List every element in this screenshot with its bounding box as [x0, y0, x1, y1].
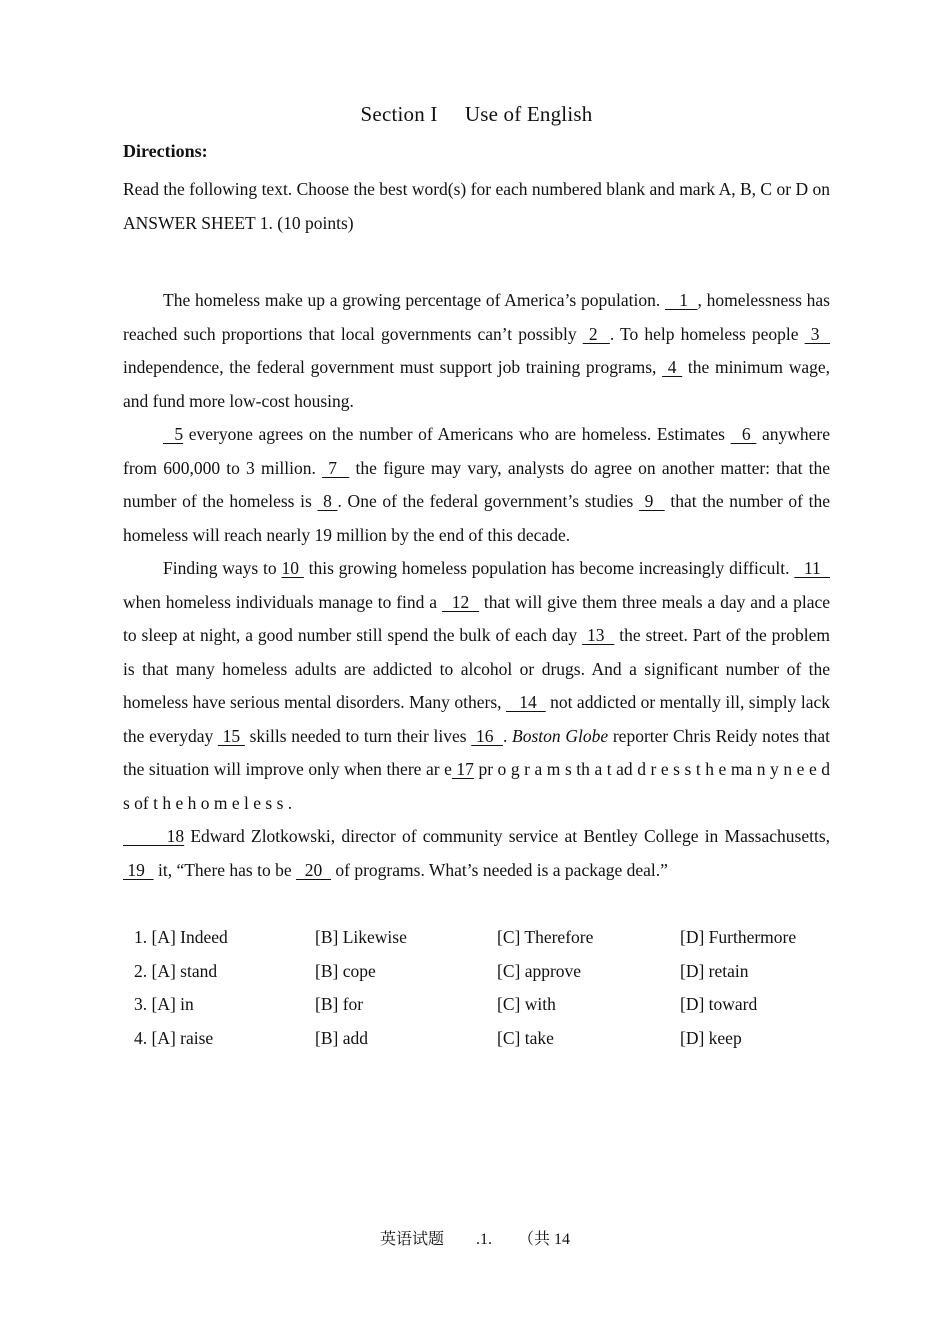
- passage-text: . One of the federal government’s studies: [337, 491, 640, 511]
- blank-1: 1: [664, 290, 698, 310]
- blank-10: 10: [281, 558, 304, 578]
- blank-7: 7: [322, 457, 350, 478]
- blank-20: 20: [296, 859, 332, 880]
- passage-text: Finding ways to: [163, 558, 282, 578]
- blank-9: 9: [639, 491, 665, 511]
- directions-text: Read the following text. Choose the best word(s) for each numbered blank and mark A, B, C or D on ANSWER SHEET 1. (10 points): [123, 179, 830, 233]
- option-cell: [D] keep: [680, 1027, 742, 1048]
- option-row: [134, 921, 830, 955]
- option-cell: [B] cope: [315, 960, 376, 981]
- passage-text: , homelessness has reached such proportions that local governments can’t possibly: [123, 290, 830, 344]
- option-cell: [B] add: [315, 1027, 368, 1048]
- passage-text: that will give them three meals a day and a place to sleep at night, a good number still spend the bulk of each day: [123, 591, 830, 645]
- passage-text: the street. Part of the problem is that many homeless adults are addicted to alcohol or drugs. And a significant number of the homeless have serious mental disorders. Many others,: [123, 625, 831, 712]
- section-title: Section I Use of English: [360, 102, 593, 126]
- blank-4: 4: [662, 357, 683, 377]
- option-cell: [B] for: [315, 994, 364, 1014]
- blank-12: 12: [441, 591, 479, 612]
- blank-14: 14: [505, 692, 546, 712]
- passage-text: everyone agrees on the number of Americans who are homeless. Estimates: [183, 424, 731, 444]
- passage-text: independence, the federal government must support job training programs,: [123, 357, 663, 377]
- passage-paragraph: [123, 820, 830, 887]
- page-footer: [0, 1226, 950, 1249]
- passage-text: The homeless make up a growing percentage of America’s population.: [163, 290, 665, 310]
- passage-text: this growing homeless population has become increasingly difficult.: [303, 558, 795, 578]
- blank-19: 19: [123, 859, 154, 880]
- blank-8: 8: [317, 491, 338, 511]
- directions-label: Directions:: [123, 141, 208, 161]
- option-cell: [B] Likewise: [315, 927, 407, 947]
- blank-16: 16: [471, 725, 503, 746]
- passage-text: the figure may vary, analysts do agree on another matter: that the number of the homeless is: [123, 457, 831, 511]
- blank-18: 18: [123, 826, 185, 846]
- blank-15: 15: [217, 725, 245, 746]
- option-cell: [C] Therefore: [497, 927, 594, 947]
- passage-text: when homeless individuals manage to find a: [123, 591, 442, 612]
- passage-text: it, “There has to be: [153, 859, 297, 880]
- passage-text: .: [502, 725, 513, 746]
- blank-11: 11: [794, 558, 830, 578]
- footer-page-number: .1.: [476, 1231, 492, 1248]
- option-cell: [C] with: [497, 994, 556, 1014]
- option-cell: 3. [A] in: [134, 994, 194, 1014]
- passage-text: the minimum wage, and fund more low-cost housing.: [123, 357, 830, 411]
- blank-5: 5: [163, 424, 184, 444]
- blank-13: 13: [582, 625, 615, 645]
- passage-paragraph: [123, 552, 830, 820]
- passage-text: that the number of the homeless will reach nearly 19 million by the end of this decade.: [123, 491, 831, 545]
- blank-17: 17: [451, 759, 474, 779]
- options-table: [134, 921, 830, 1055]
- option-row: [134, 988, 830, 1022]
- passage: [123, 284, 830, 887]
- footer-exam-label: 英语试题: [379, 1231, 444, 1248]
- passage-text: not addicted or mentally ill, simply lack the everyday: [123, 692, 830, 746]
- option-row: [134, 955, 830, 989]
- option-cell: 1. [A] Indeed: [134, 927, 228, 947]
- blank-3: 3: [804, 323, 831, 344]
- passage-text: pr o g r a m s th a t ad d r e s s t h e ma n y n e e d s of t h e h o m e l e s s .: [123, 759, 830, 813]
- option-row: [134, 1022, 830, 1056]
- option-cell: [C] approve: [497, 960, 582, 981]
- passage-text: Edward Zlotkowski, director of community service at Bentley College in Massachusetts,: [184, 826, 831, 846]
- passage-paragraph: [123, 418, 830, 552]
- passage-text: skills needed to turn their lives: [244, 725, 472, 746]
- blank-2: 2: [582, 323, 610, 344]
- option-cell: [D] retain: [680, 960, 749, 981]
- passage-text: Boston Globe: [512, 725, 609, 746]
- passage-text: of programs. What’s needed is a package deal.”: [331, 859, 668, 880]
- footer-total-pages: （共 14: [518, 1231, 571, 1248]
- option-cell: [D] Furthermore: [680, 927, 797, 947]
- option-cell: [D] toward: [680, 994, 758, 1014]
- option-cell: 2. [A] stand: [134, 960, 218, 981]
- passage-paragraph: [123, 284, 830, 418]
- option-cell: 4. [A] raise: [134, 1027, 214, 1048]
- passage-text: . To help homeless people: [609, 323, 805, 344]
- option-cell: [C] take: [497, 1027, 554, 1048]
- blank-6: 6: [730, 424, 757, 444]
- passage-text: anywhere from 600,000 to 3 million.: [123, 424, 831, 478]
- passage-text: reporter Chris Reidy notes that the situation will improve only when there ar e: [123, 725, 830, 779]
